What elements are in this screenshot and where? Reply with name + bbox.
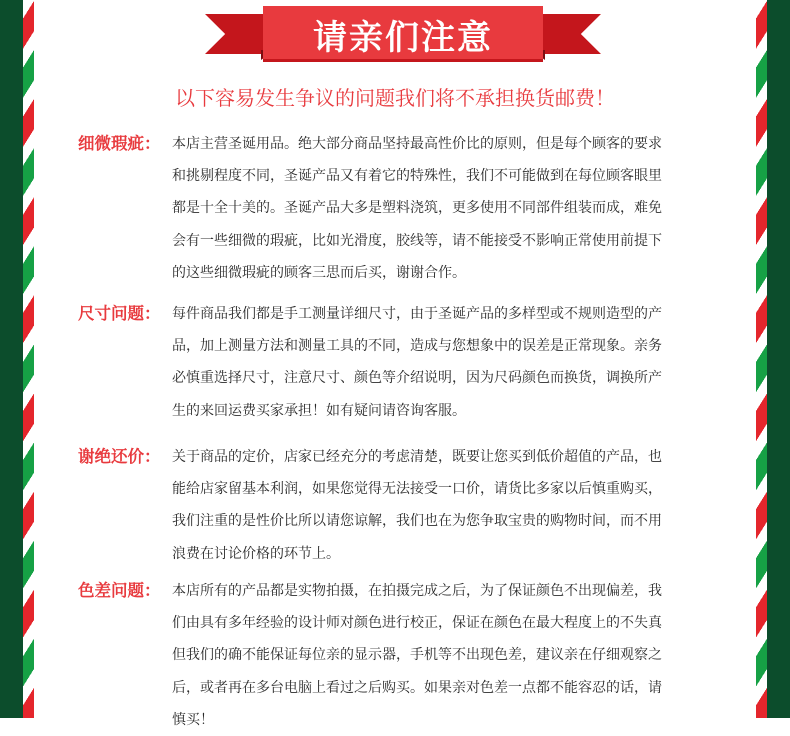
- section-title: 色差问题：: [78, 581, 161, 600]
- section-title: 谢绝还价：: [78, 447, 161, 466]
- ribbon-banner: [263, 6, 543, 62]
- section-line: 每件商品我们都是手工测量详细尺寸，由于圣诞产品的多样型或不规则造型的产: [172, 306, 662, 322]
- section-no-bargaining: [78, 441, 708, 570]
- section-line: 本店所有的产品都是实物拍摄，在拍摄完成之后，为了保证颜色不出现偏差，我: [172, 583, 662, 599]
- section-line: 我们注重的是性价比所以请您谅解，我们也在为您争取宝贵的购物时间，而不用: [172, 513, 662, 530]
- page-title: 请亲们注意: [313, 17, 493, 58]
- section-title: 细微瑕疵：: [78, 134, 161, 153]
- header-ribbon: [205, 6, 601, 70]
- section-line: 关于商品的定价，店家已经充分的考虑清楚，既要让您买到低价超值的产品，也: [172, 449, 662, 465]
- section-line: 和挑剔程度不同，圣诞产品又有着它的特殊性，我们不可能做到在每位顾客眼里: [172, 168, 662, 185]
- section-line: 能给店家留基本利润，如果您觉得无法接受一口价，请货比多家以后慎重购买，: [172, 481, 662, 498]
- section-minor-defects: [78, 128, 708, 289]
- section-line: 生的来回运费买家承担！如有疑问请咨询客服。: [172, 402, 466, 419]
- section-line: 浪费在讨论价格的环节上。: [172, 545, 340, 562]
- section-color-difference: [78, 575, 708, 736]
- section-body: [172, 441, 698, 570]
- candy-stripe-border-right: [756, 0, 790, 718]
- page-subtitle: 以下容易发生争议的问题我们将不承担换货邮费！: [175, 86, 615, 110]
- section-line: 们由具有多年经验的设计师对颜色进行校正，保证在颜色在最大程度上的不失真: [172, 615, 662, 632]
- section-line: 后，或者再在多台电脑上看过之后购买。如果亲对色差一点都不能容忍的话，请: [172, 679, 662, 696]
- stripe-left: [23, 0, 34, 718]
- section-line: 必慎重选择尺寸，注意尺寸、颜色等介绍说明，因为尺码颜色而换货，调换所产: [172, 370, 662, 387]
- section-line: 本店主营圣诞用品。绝大部分商品坚持最高性价比的原则，但是每个顾客的要求: [172, 136, 662, 152]
- stripe-right: [756, 0, 767, 718]
- section-line: 品，加上测量方法和测量工具的不同，造成与您想象中的误差是正常现象。亲务: [172, 338, 662, 355]
- section-line: 慎买！: [172, 711, 214, 728]
- section-line: 但我们的确不能保证每位亲的显示器，手机等不出现色差，建议亲在仔细观察之: [172, 647, 662, 664]
- section-body: [172, 128, 698, 289]
- section-size-issues: [78, 298, 708, 427]
- section-title: 尺寸问题：: [78, 304, 161, 323]
- section-body: [172, 298, 698, 427]
- section-line: 都是十全十美的。圣诞产品大多是塑料浇筑，更多使用不同部件组装而成，难免: [172, 200, 662, 217]
- candy-stripe-border-left: [0, 0, 34, 718]
- section-line: 的这些细微瑕疵的顾客三思而后买，谢谢合作。: [172, 264, 466, 281]
- section-line: 会有一些细微的瑕疵，比如光滑度，胶线等，请不能接受不影响正常使用前提下: [172, 232, 662, 249]
- section-body: [172, 575, 698, 736]
